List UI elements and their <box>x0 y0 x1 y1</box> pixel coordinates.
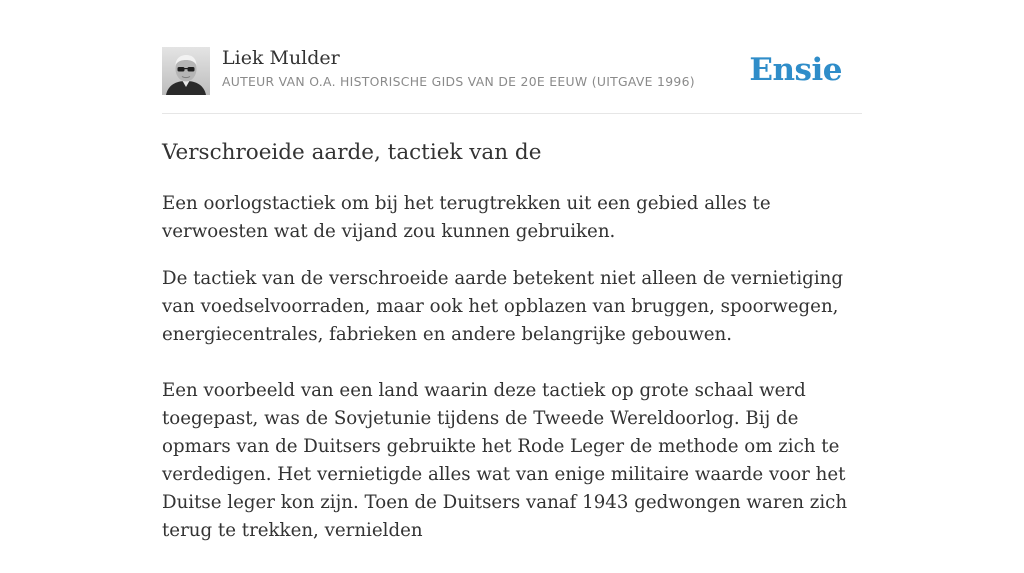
entry-paragraph: De tactiek van de verschroeide aarde betekent niet alleen de vernietiging van voedselvoorraden, maar ook het opblazen van bruggen, spoorwegen, energiecentrales, fabrieken en andere belangrijke gebouwen. <box>162 268 844 345</box>
entry-title: Verschroeide aarde, tactiek van de <box>162 140 542 165</box>
header-divider <box>162 113 862 114</box>
author-avatar[interactable] <box>162 47 210 95</box>
entry-body <box>162 265 866 573</box>
ensie-logo[interactable]: Ensie <box>749 52 842 88</box>
entry-definition: Een oorlogstactiek om bij het terugtrekken uit een gebied alles te verwoesten wat de vijand zou kunnen gebruiken. <box>162 193 771 242</box>
author-header <box>162 46 862 96</box>
author-description: AUTEUR VAN O.A. HISTORISCHE GIDS VAN DE 20E EEUW (UITGAVE 1996) <box>222 74 695 89</box>
author-name[interactable]: Liek Mulder <box>222 47 340 69</box>
author-portrait-icon <box>162 47 210 95</box>
entry-paragraph: Een voorbeeld van een land waarin deze tactiek op grote schaal werd toegepast, was de Sovjetunie tijdens de Tweede Wereldoorlog. Bij de opmars van de Duitsers gebruikte het Rode Leger de methode om zich te verdedigen. Het vernietigde alles wat van enige militaire waarde voor het Duitse leger kon zijn. Toen de Duitsers vanaf 1943 gedwongen waren zich terug te trekken, vernielden <box>162 380 848 541</box>
